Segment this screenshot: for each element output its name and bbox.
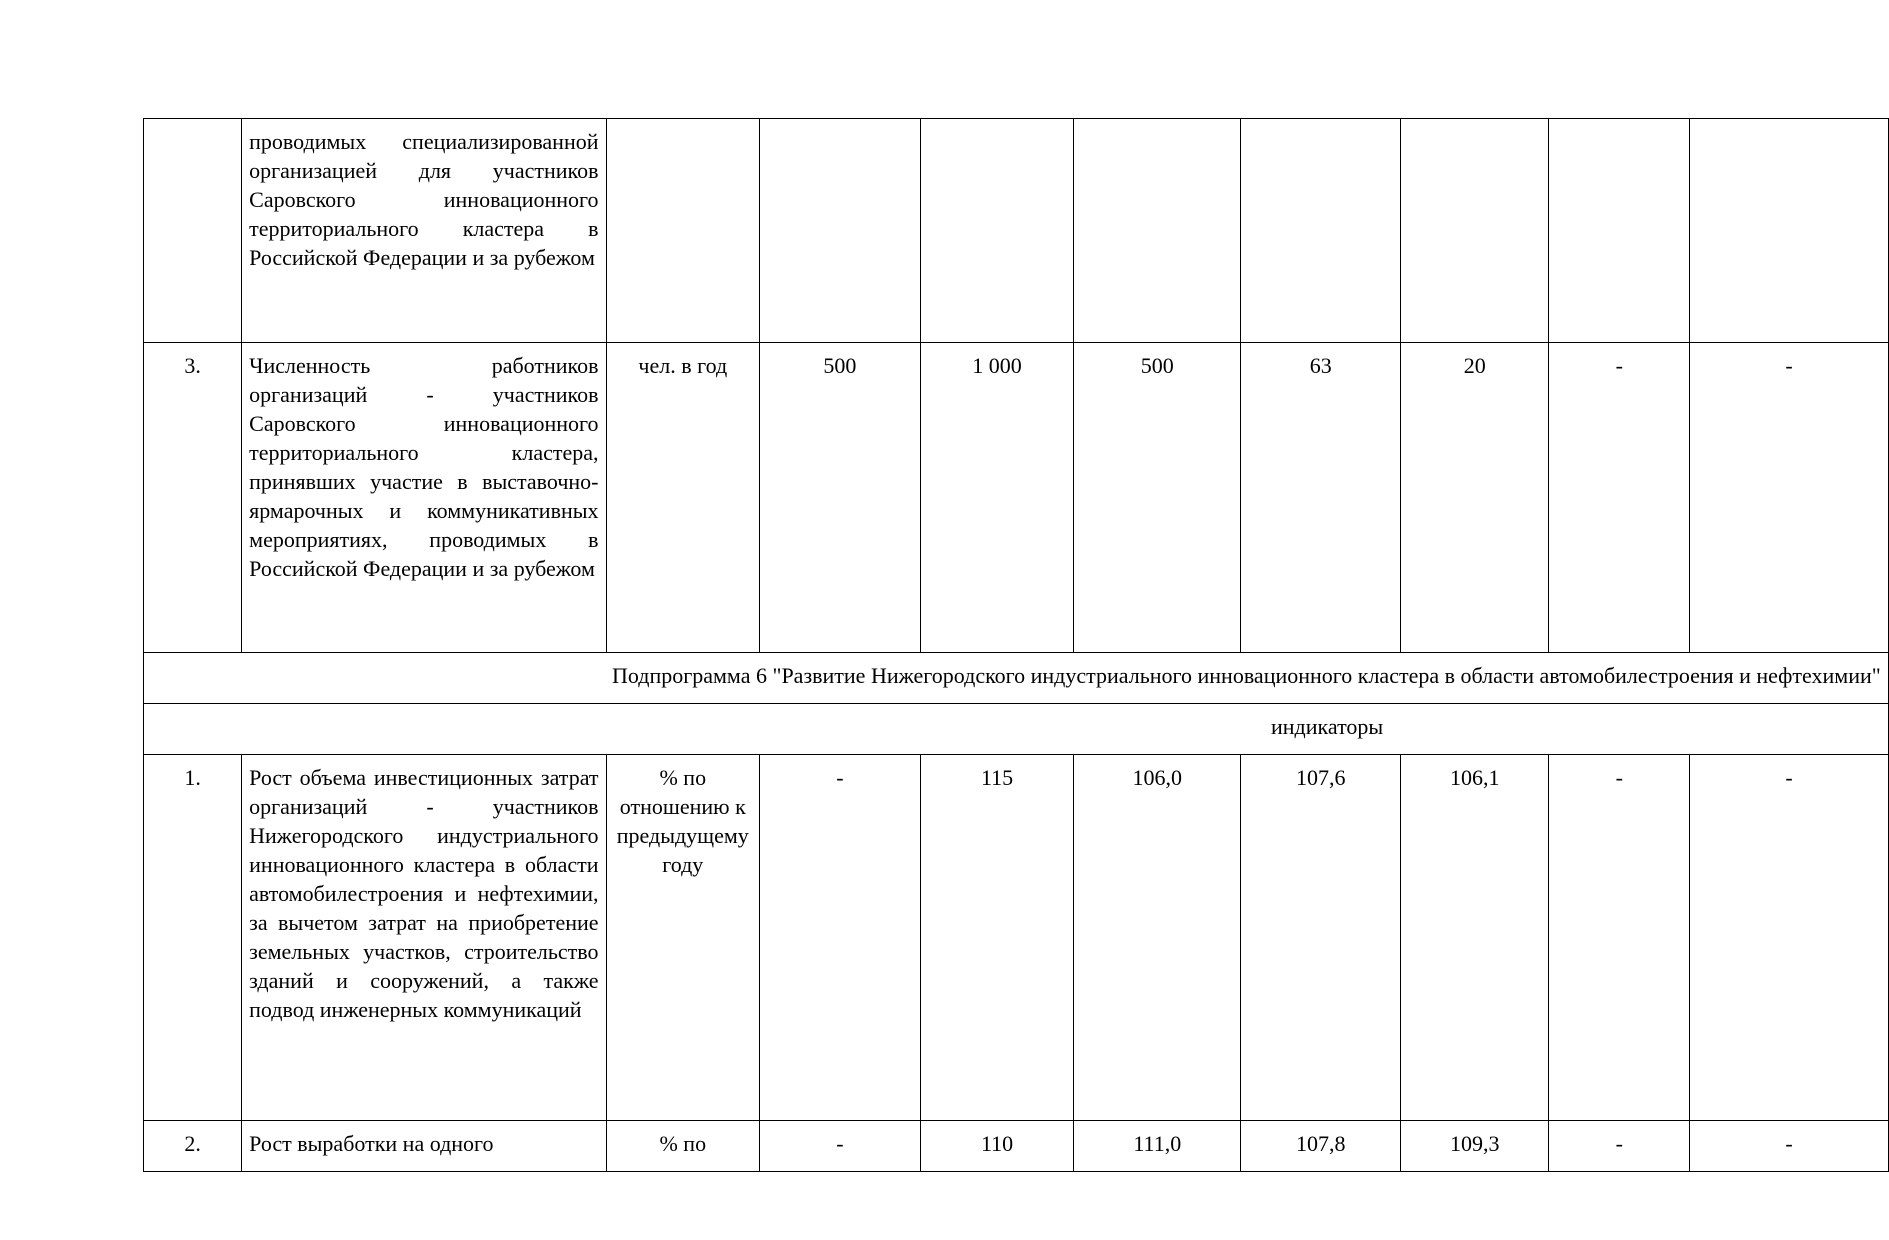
value-cell: 500 <box>760 343 921 653</box>
value-cell: 107,8 <box>1241 1121 1401 1172</box>
value-cell: 110 <box>920 1121 1073 1172</box>
value-cell <box>1690 119 1888 343</box>
table-row <box>144 755 1889 1121</box>
unit-cell: % по <box>606 1121 760 1172</box>
value-cell: - <box>760 1121 921 1172</box>
value-cell: - <box>1549 755 1690 1121</box>
value-cell: 115 <box>920 755 1073 1121</box>
value-cell: 106,1 <box>1401 755 1549 1121</box>
table-row <box>144 343 1889 653</box>
value-cell: 111,0 <box>1074 1121 1241 1172</box>
value-cell: 109,3 <box>1401 1121 1549 1172</box>
value-cell <box>760 119 921 343</box>
description-cell: Рост выработки на одного <box>242 1121 606 1172</box>
indicators-heading: индикаторы <box>1271 714 1384 739</box>
value-cell: 107,6 <box>1241 755 1401 1121</box>
value-cell: 1 000 <box>920 343 1073 653</box>
description-cell: проводимых специализированной организацией для участников Саровского инновационного территориального кластера в Российской Федерации и за рубежом <box>242 119 606 343</box>
value-cell: - <box>1690 1121 1888 1172</box>
value-cell <box>1549 119 1690 343</box>
table-row <box>144 119 1889 343</box>
indicators-table <box>143 118 1889 1172</box>
unit-cell: % по отношению к предыдущему году <box>606 755 760 1121</box>
row-number-cell: 3. <box>144 343 242 653</box>
value-cell: 63 <box>1241 343 1401 653</box>
row-number-cell: 2. <box>144 1121 242 1172</box>
subsection-heading-cell <box>144 704 1889 755</box>
value-cell: 20 <box>1401 343 1549 653</box>
section-row <box>144 653 1889 704</box>
value-cell <box>1401 119 1549 343</box>
unit-cell <box>606 119 760 343</box>
section-heading-cell <box>144 653 1889 704</box>
subsection-row <box>144 704 1889 755</box>
subprogram-heading: Подпрограмма 6 "Развитие Нижегородского индустриального инновационного кластера в области автомобилестроения и нефтехимии" <box>612 663 1881 688</box>
value-cell: - <box>1690 343 1888 653</box>
row-number-cell: 1. <box>144 755 242 1121</box>
value-cell: - <box>1549 343 1690 653</box>
value-cell: 500 <box>1074 343 1241 653</box>
value-cell <box>1074 119 1241 343</box>
value-cell <box>920 119 1073 343</box>
table-row <box>144 1121 1889 1172</box>
value-cell <box>1241 119 1401 343</box>
value-cell: 106,0 <box>1074 755 1241 1121</box>
row-number-cell <box>144 119 242 343</box>
description-cell: Рост объема инвестиционных затрат организаций - участников Нижегородского индустриального инновационного кластера в области автомобилестроения и нефтехимии, за вычетом затрат на приобретение земельных участков, строительство зданий и сооружений, а также подвод инженерных коммуникаций <box>242 755 606 1121</box>
value-cell: - <box>1549 1121 1690 1172</box>
unit-cell: чел. в год <box>606 343 760 653</box>
description-cell: Численность работников организаций - участников Саровского инновационного территориального кластера, принявших участие в выставочно-ярмарочных и коммуникативных мероприятиях, проводимых в Российской Федерации и за рубежом <box>242 343 606 653</box>
value-cell: - <box>1690 755 1888 1121</box>
value-cell: - <box>760 755 921 1121</box>
